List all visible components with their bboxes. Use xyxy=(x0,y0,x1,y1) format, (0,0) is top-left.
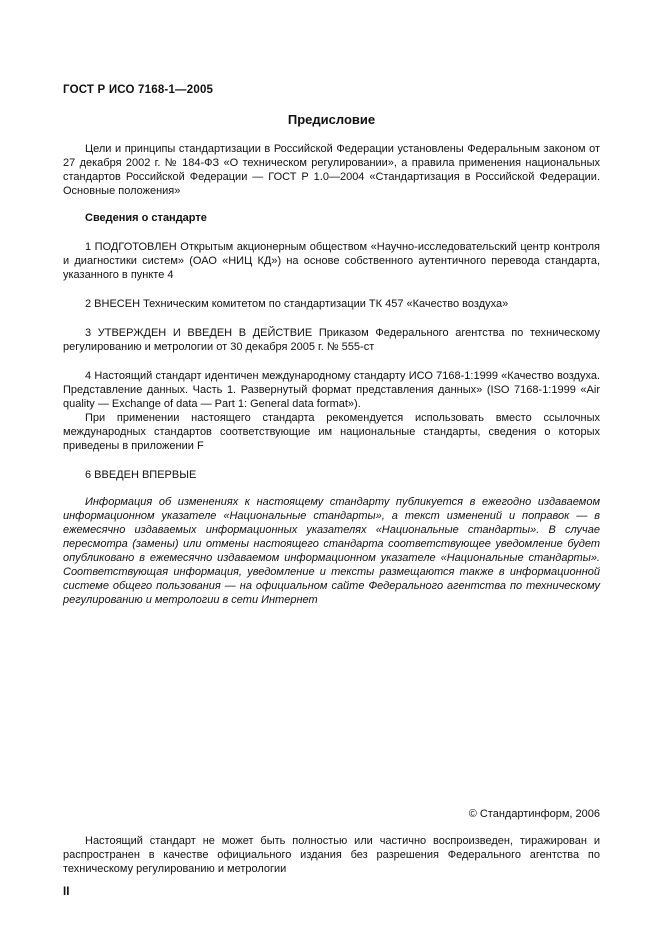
standard-info-introduced: 6 ВВЕДЕН ВПЕРВЫЕ xyxy=(85,469,197,481)
standard-info-application-note: При применении настоящего стандарта рекомендуется использовать вместо ссылочных международных стандартов соответствующие им национальные стандарты, сведения о которых приведены в приложении F xyxy=(63,412,600,452)
standard-designation: ГОСТ Р ИСО 7168-1—2005 xyxy=(63,84,214,96)
intro-paragraph: Цели и принципы стандартизации в Российской Федерации установлены Федеральным законом от 27 декабря 2002 г. № 184-ФЗ «О техническом регулировании», а правила применения национальных стандартов Российской Федерации — ГОСТ Р 1.0—2004 «Стандартизация в Российской Федерации. Основные положения» xyxy=(63,143,600,197)
reproduction-restriction: Настоящий стандарт не может быть полностью или частично воспроизведен, тиражирован и распространен в качестве официального издания без разрешения Федерального агентства по техническому регулированию и метрологии xyxy=(63,835,600,875)
standard-info-prepared: 1 ПОДГОТОВЛЕН Открытым акционерным обществом «Научно-исследовательский центр контроля и диагностики систем» (ОАО «НИЦ КД») на основе собственного аутентичного перевода стандарта, указанного в пункте 4 xyxy=(63,241,600,281)
copyright-notice: © Стандартинформ, 2006 xyxy=(468,808,600,820)
standard-info-approved: 3 УТВЕРЖДЕН И ВВЕДЕН В ДЕЙСТВИЕ Приказом Федерального агентства по техническому регулированию и метрологии от 30 декабря 2005 г. № 555-ст xyxy=(63,327,600,353)
standard-info-submitted: 2 ВНЕСЕН Техническим комитетом по стандартизации ТК 457 «Качество воздуха» xyxy=(85,298,509,310)
page-number: II xyxy=(63,886,70,898)
page-title: Предисловие xyxy=(287,112,376,127)
standard-info-identical: 4 Настоящий стандарт идентичен международному стандарту ИСО 7168-1:1999 «Качество воздуха. Представление данных. Часть 1. Развернутый формат представления данных» (ISO 7168-1:1999 «Air quality — Exchange of data — Part 1: General data format»). xyxy=(63,370,600,410)
amendments-notice: Информация об изменениях к настоящему стандарту публикуется в ежегодно издаваемом информационном указателе «Национальные стандарты», а текст изменений и поправок — в ежемесячно издаваемых информационных указателях «Национальные стандарты». В случае пересмотра (замены) или отмены настоящего стандарта соответствующее уведомление будет опубликовано в ежемесячно издаваемом информационном указателе «Национальные стандарты». Соответствующая информация, уведомление и тексты размещаются также в информационной системе общего пользования — на официальном сайте Федерального агентства по техническому регулированию и метрологии в сети Интернет xyxy=(63,496,600,606)
standard-info-heading: Сведения о стандарте xyxy=(85,212,207,224)
